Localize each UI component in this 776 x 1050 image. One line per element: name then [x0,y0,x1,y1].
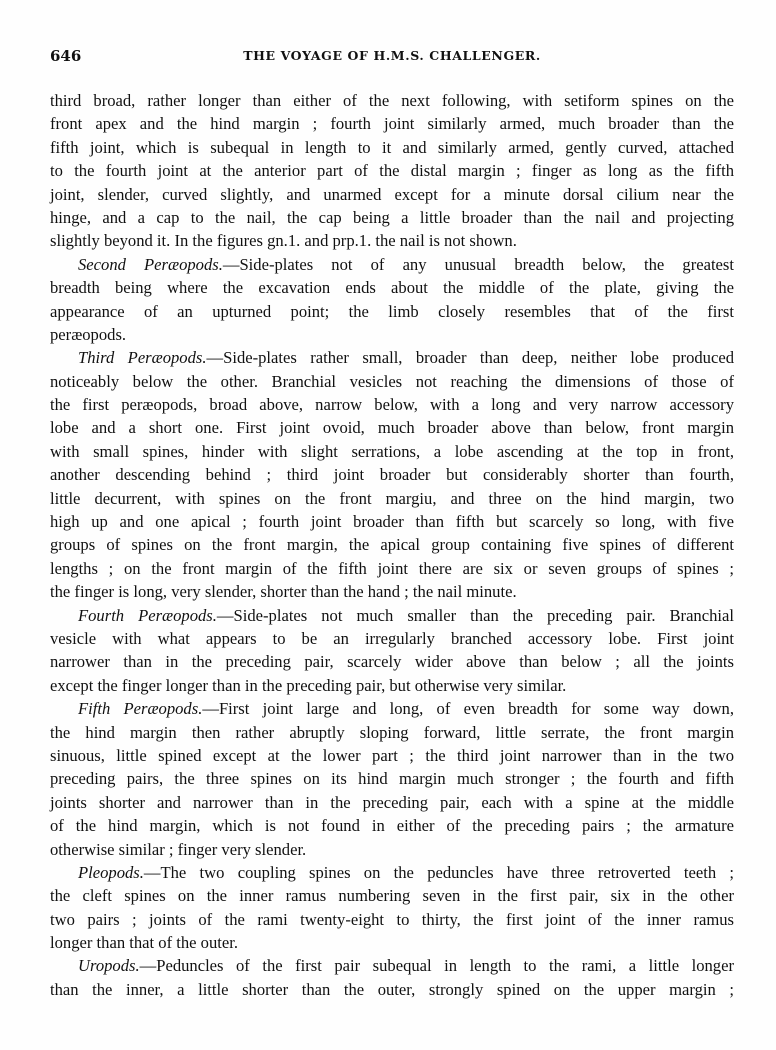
text-line: joint, slender, curved slightly, and unarmed except for a minute dorsal cilium near the [50,184,734,204]
text-line: breadth being where the excavation ends about the middle of the plate, giving the [50,278,734,298]
text-line: Second Peræopods.—Side-plates not of any unusual breadth below, the greatest [78,254,734,274]
text-line: Uropods.—Peduncles of the first pair subequal in length to the rami, a little longer [78,956,734,976]
text-line: front apex and the hind margin ; fourth joint similarly armed, much broader than the [50,114,734,134]
text-line: Third Peræopods.—Side-plates rather small, broader than deep, neither lobe produced [78,348,734,368]
text-line: the finger is long, very slender, shorter than the hand ; the nail minute. [50,582,517,602]
section-heading: Uropods. [78,956,140,976]
text-line: two pairs ; joints of the rami twenty-eight to thirty, the first joint of the inner ramus [50,909,734,929]
text-line: slightly beyond it. In the figures gn.1. and prp.1. the nail is not shown. [50,231,517,251]
section-heading: Third Peræopods. [78,348,207,368]
paragraph-uropods [50,954,734,1001]
text-line: longer than that of the outer. [50,933,239,953]
text-line: joints shorter and narrower than in the preceding pair, each with a spine at the middle [50,792,734,812]
paragraph-second-peraeopods [50,253,734,347]
page-number: 646 [50,47,82,65]
text-line: with small spines, hinder with slight serrations, a lobe ascending at the top in front, [50,441,734,461]
text-line: vesicle with what appears to be an irregularly branched accessory lobe. First joint [50,628,734,648]
section-heading: Fifth Peræopods. [78,699,203,719]
text-line: groups of spines on the front margin, the apical group containing five spines of different [50,535,734,555]
running-head [50,47,734,67]
text-line: the cleft spines on the inner ramus numbering seven in the first pair, six in the other [50,886,734,906]
text-line: noticeably below the other. Branchial vesicles not reaching the dimensions of those of [50,371,734,391]
text-line: Pleopods.—The two coupling spines on the peduncles have three retroverted teeth ; [78,862,734,882]
section-heading: Fourth Peræopods. [78,605,217,625]
text-line: fifth joint, which is subequal in length to it and similarly armed, gently curved, attached [50,137,734,157]
section-heading: Second Peræopods. [78,254,223,274]
paragraph-fourth-peraeopods [50,604,734,698]
text-line: preceding pairs, the three spines on its hind margin much stronger ; the fourth and fifth [50,769,734,789]
text-line: peræopods. [50,324,127,344]
text-line: hinge, and a cap to the nail, the cap being a little broader than the nail and projecting [50,207,734,227]
paragraph-third-peraeopods [50,346,734,603]
section-heading: Pleopods. [78,862,144,882]
text-line: than the inner, a little shorter than the outer, strongly spined on the upper margin ; [50,979,734,999]
text-line: the first peræopods, broad above, narrow below, with a long and very narrow accessory [50,395,734,415]
text-line: Fifth Peræopods.—First joint large and long, of even breadth for some way down, [78,699,734,719]
text-line: narrower than in the preceding pair, scarcely wider above than below ; all the joints [50,652,734,672]
text-line: another descending behind ; third joint broader but considerably shorter than fourth, [50,465,734,485]
running-title: THE VOYAGE OF H.M.S. CHALLENGER. [243,48,541,63]
text-line: otherwise similar ; finger very slender. [50,839,307,859]
text-line: Fourth Peræopods.—Side-plates not much smaller than the preceding pair. Branchial [78,605,734,625]
paragraph-fifth-peraeopods [50,697,734,861]
paragraph-continuation [50,89,734,253]
text-line: lobe and a short one. First joint ovoid, much broader above than below, front margin [50,418,734,438]
text-line: lengths ; on the front margin of the fifth joint there are six or seven groups of spines ; [50,558,734,578]
text-line: appearance of an upturned point; the limb closely resembles that of the first [50,301,734,321]
body-text [50,89,734,1001]
text-line: of the hind margin, which is not found in either of the preceding pairs ; the armature [50,816,734,836]
text-line: high up and one apical ; fourth joint broader than fifth but scarcely so long, with five [50,512,734,532]
text-line: to the fourth joint at the anterior part of the distal margin ; finger as long as the fifth [50,161,734,181]
text-line: little decurrent, with spines on the front margiu, and three on the hind margin, two [50,488,734,508]
text-line: the hind margin then rather abruptly sloping forward, little serrate, the front margin [50,722,734,742]
text-line: third broad, rather longer than either of the next following, with setiform spines on the [50,91,734,110]
paragraph-pleopods [50,861,734,955]
text-line: sinuous, little spined except at the lower part ; the third joint narrower than in the two [50,745,734,765]
text-line: except the finger longer than in the preceding pair, but otherwise very similar. [50,675,567,695]
